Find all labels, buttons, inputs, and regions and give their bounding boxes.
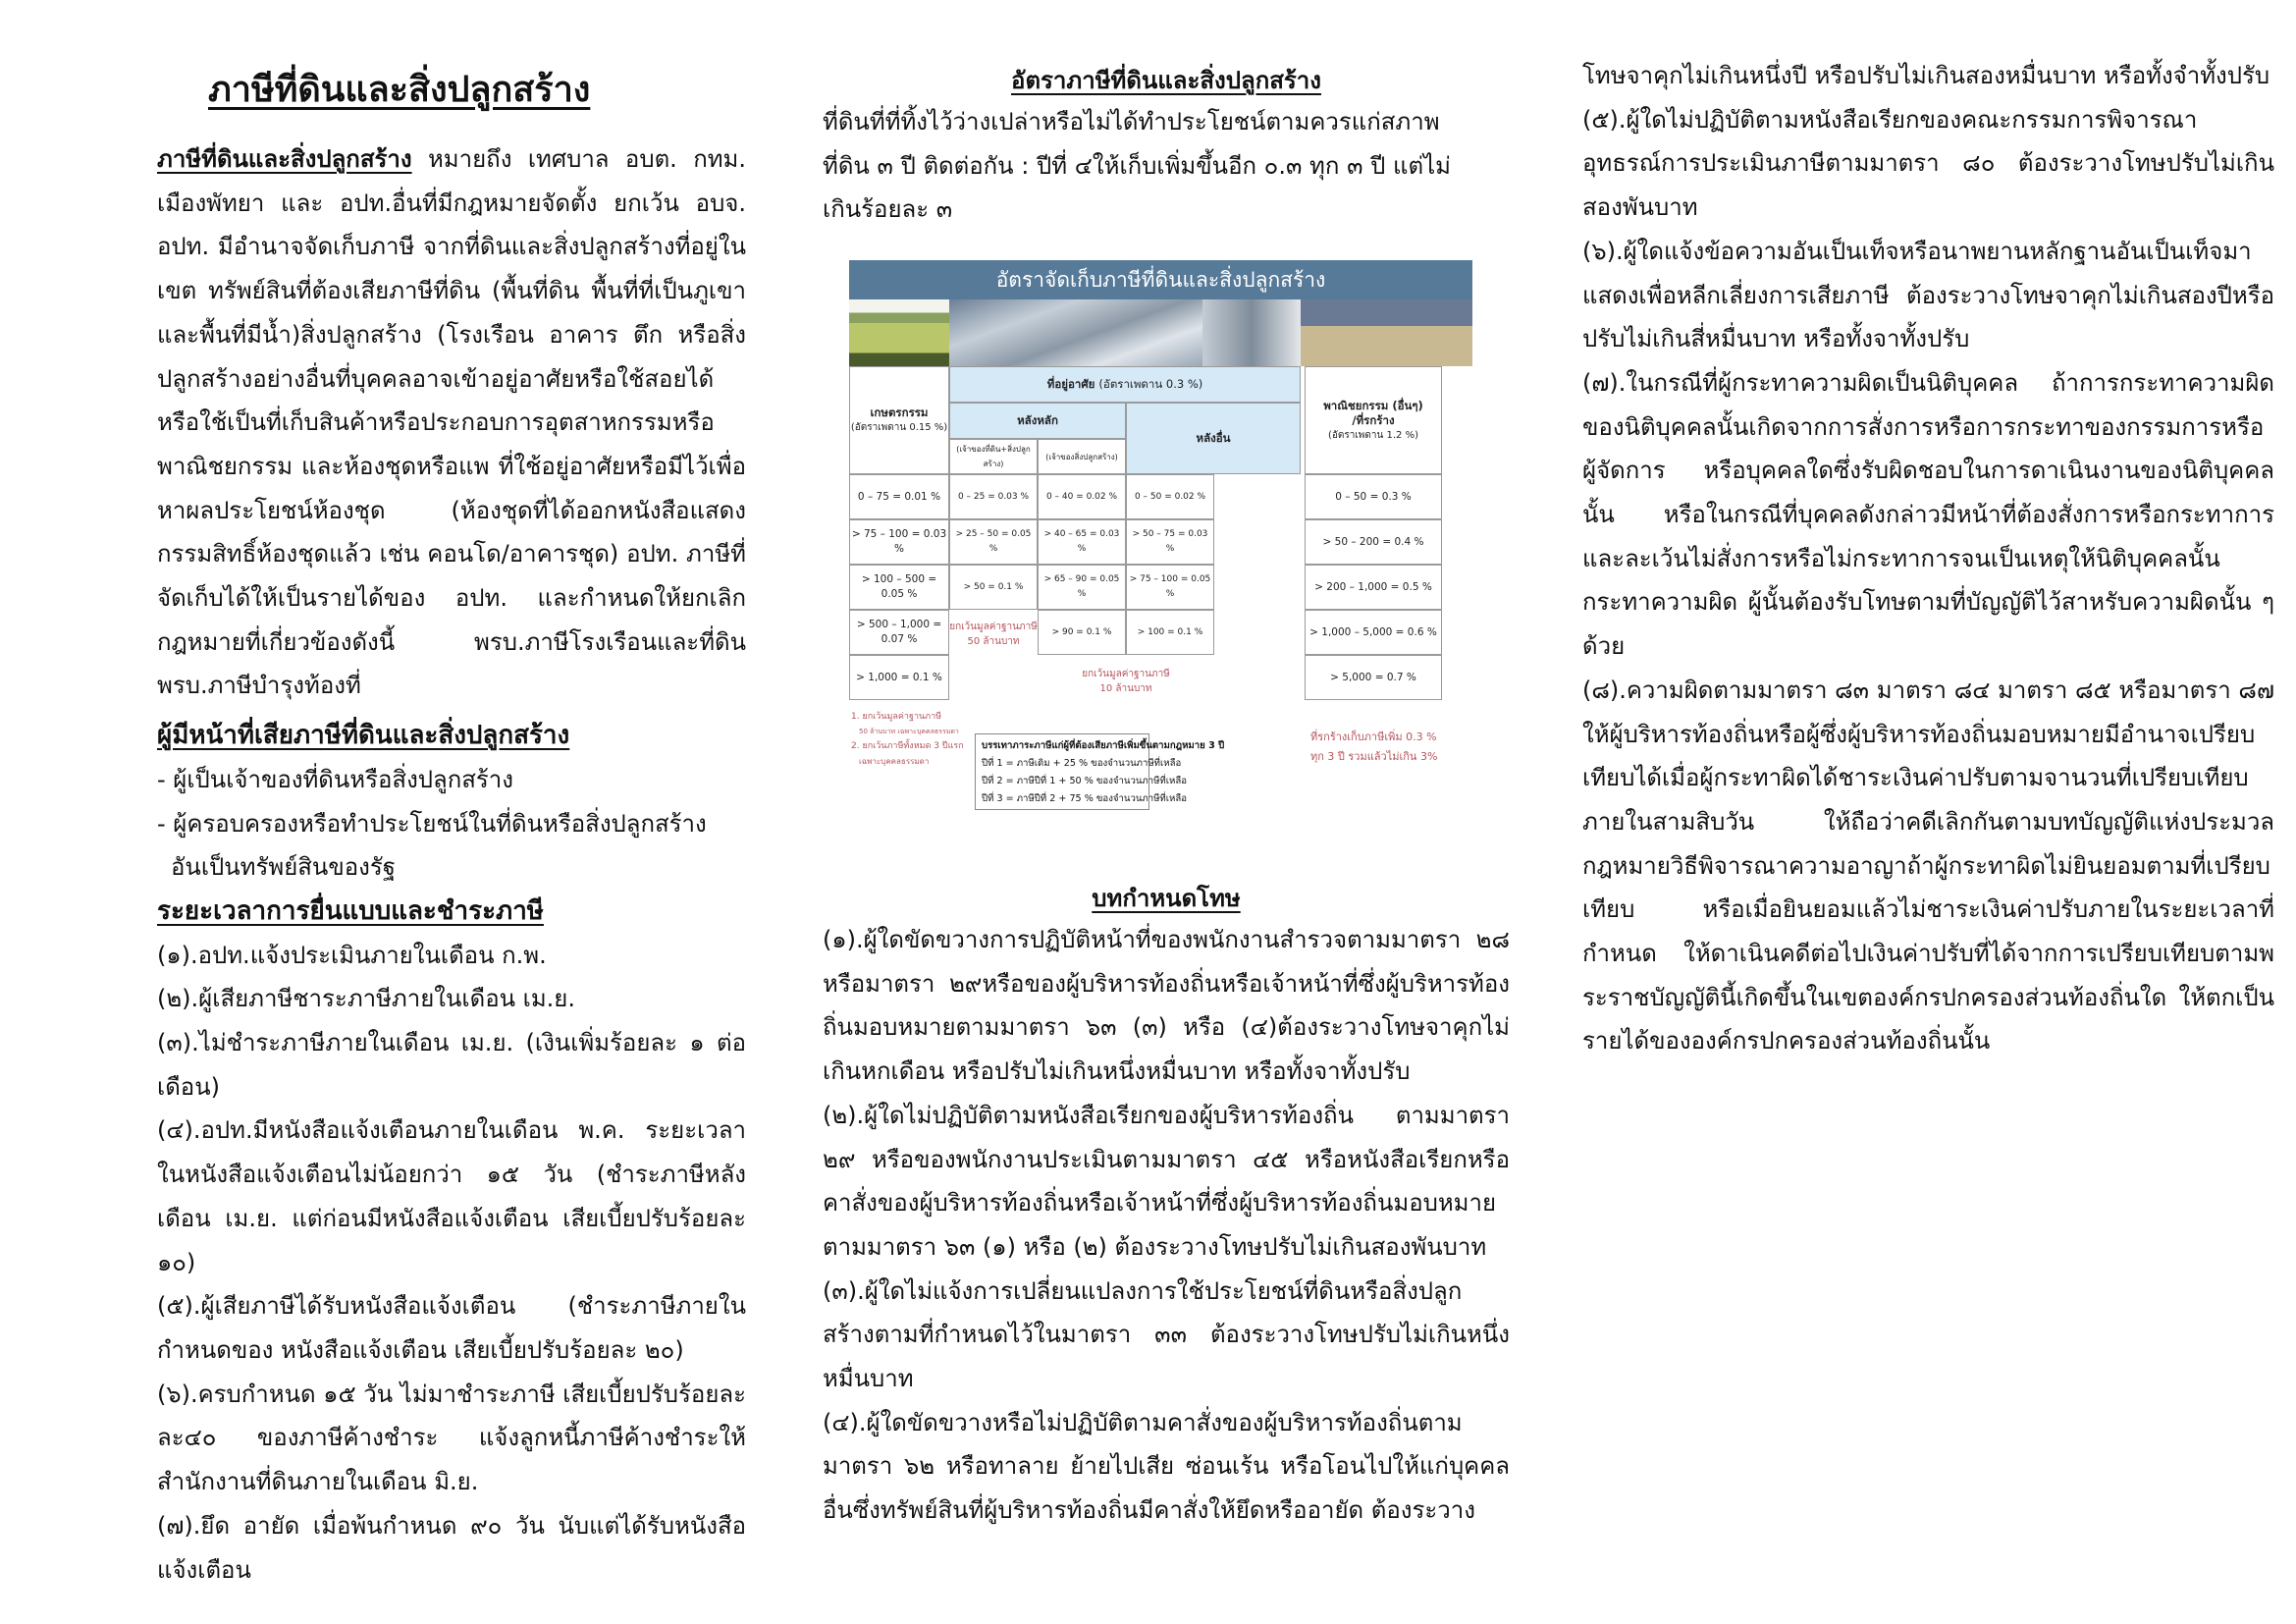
residential-photo — [949, 299, 1202, 366]
agri-header-label: เกษตรกรรม — [870, 406, 929, 419]
schedule-item: (๒).ผู้เสียภาษีชาระภาษีภายในเดือน เม.ย. — [157, 985, 575, 1013]
taxpayers-heading: ผู้มีหน้าที่เสียภาษีที่ดินและสิ่งปลูกสร้าง — [157, 721, 570, 751]
com-rate-cell: > 1,000 – 5,000 = 0.6 % — [1305, 610, 1442, 655]
note-line: เฉพาะบุคคลธรรมดา — [859, 757, 930, 766]
rate-text: ที่ดินที่ที่ทิ้งไว้ว่างเปล่าหรือไม่ได้ทำประโยชน์ตามควรแก่สภาพที่ดิน ๓ ปี ติดต่อกัน : ปีที่ ๔ให้เก็บเพิ่มขึ้นอีก ๐.๓ ทุก ๓ ปี แต่ไม่เกินร้อยละ ๓ — [823, 108, 1451, 224]
penalty-item: (๕).ผู้ใดไม่ปฏิบัติตามหนังสือเรียกของคณะกรรมการพิจารณาอุทธรณ์การประเมินภาษีตามมาตรา ๘๐ ต้องระวางโทษปรับไม่เกินสองพันบาท — [1582, 105, 2274, 222]
penalty-item: (๓).ผู้ใดไม่แจ้งการเปลี่ยนแปลงการใช้ประโยชน์ที่ดินหรือสิ่งปลูกสร้างตามที่กำหนดไว้ในมาตรา ๓๓ ต้องระวางโทษปรับไม่เกินหนึ่งหมื่นบาท — [823, 1276, 1510, 1393]
exempt-50m — [949, 610, 1038, 659]
relief-line: ปีที่ 3 = ภาษีปีที่ 2 + 75 % ของจำนวนภาษีที่เหลือ — [982, 793, 1187, 804]
note-line: 2. ยกเว้นภาษีทั้งหมด 3 ปีแรก — [851, 741, 964, 751]
agri-rate-cell: > 500 – 1,000 = 0.07 % — [849, 610, 949, 655]
res-other-rate-cell: > 100 = 0.1 % — [1126, 610, 1214, 655]
tax-relief-box — [975, 733, 1225, 810]
relief-line: ปีที่ 1 = ภาษีเดิม + 25 % ของจำนวนภาษีที่เหลือ — [982, 758, 1182, 769]
right-column — [1582, 54, 2274, 1063]
commercial-photo — [1301, 299, 1472, 366]
penalty-item: (๔).ผู้ใดขัดขวางหรือไม่ปฏิบัติตามคาสั่งของผู้บริหารท้องถิ่นตามมาตรา ๖๒ หรือทาลาย ย้ายไปเสีย ซ่อนเร้น หรือโอนไปให้แก่บุคคลอื่นซึ่งทรัพย์สินที่ผู้บริหารท้องถิ่นมีคาสั่งให้ยึดหรืออายัด ต้องระวาง — [823, 1408, 1510, 1525]
penalty-item: (๒).ผู้ใดไม่ปฏิบัติตามหนังสือเรียกของผู้บริหารท้องถิ่น ตามมาตรา ๒๙ หรือของพนักงานประเมินตามมาตรา ๔๕ หรือหนังสือเรียกหรือคาสั่งของผู้บริหารท้องถิ่นหรือเจ้าหน้าที่ซึ่งผู้บริหารท้องถิ่นมอบหมายตามมาตรา ๖๓ (๑) หรือ (๒) ต้องระวางโทษปรับไม่เกินสองพันบาท — [823, 1101, 1510, 1261]
document-title: ภาษีที่ดินและสิ่งปลูกสร้าง — [208, 70, 591, 110]
com-rate-cell: > 50 – 200 = 0.4 % — [1305, 519, 1442, 565]
penalties-section — [823, 879, 1510, 1533]
res-bldg-rate-cell: > 40 – 65 = 0.03 % — [1038, 519, 1126, 565]
schedule-item: (๓).ไม่ชำระภาษีภายในเดือน เม.ย. (เงินเพิ่มร้อยละ ๑ ต่อเดือน) — [157, 1029, 746, 1101]
agri-rate-cell: > 1,000 = 0.1 % — [849, 655, 949, 700]
owner-land-header: (เจ้าของที่ดิน+สิ่งปลูกสร้าง) — [949, 439, 1038, 474]
penalty-continued: โทษจาคุกไม่เกินหนึ่งปี หรือปรับไม่เกินสองหมื่นบาท หรือทั้งจำทั้งปรับ — [1582, 62, 2270, 89]
note-line: 50 ล้านบาท เฉพาะบุคคลธรรมดา — [859, 728, 959, 735]
com-header2-label: /ที่รกร้าง — [1352, 412, 1395, 427]
agri-header — [849, 366, 949, 474]
schedule-item: (๑).อปท.แจ้งประเมินภายในเดือน ก.พ. — [157, 941, 547, 969]
schedule-heading: ระยะเวลาการยื่นแบบและชำระภาษี — [157, 895, 544, 926]
res-cap-label: (อัตราเพดาน 0.3 %) — [1098, 377, 1203, 391]
note-line: 1. ยกเว้นมูลค่าฐานภาษี — [851, 712, 942, 722]
res-land-rate-cell: > 25 – 50 = 0.05 % — [949, 519, 1038, 565]
res-other-rate-cell: > 75 – 100 = 0.05 % — [1126, 565, 1214, 610]
schedule-item: (๔).อปท.มีหนังสือแจ้งเตือนภายในเดือน พ.ค. ระยะเวลาในหนังสือแจ้งเตือนไม่น้อยกว่า ๑๕ วัน (ชำระภาษีหลังเดือน เม.ย. แต่ก่อนมีหนังสือแจ้งเตือน เสียเบี้ยปรับร้อยละ ๑๐) — [157, 1116, 746, 1276]
owner-bldg-header: (เจ้าของสิ่งปลูกสร้าง) — [1038, 439, 1126, 474]
penalty-item: (๖).ผู้ใดแจ้งข้อความอันเป็นเท็จหรือนาพยานหลักฐานอันเป็นเท็จมาแสดงเพื่อหลีกเลี่ยงการเสียภาษี ต้องระวางโทษจาคุกไม่เกินสองปีหรือปรับไม่เกินสี่หมื่นบาท หรือทั้งจาทั้งปรับ — [1582, 237, 2274, 353]
res-other-rate-cell: 0 – 50 = 0.02 % — [1126, 474, 1214, 519]
exempt-50m-line1: ยกเว้นมูลค่าฐานภาษี — [949, 622, 1038, 632]
agri-rate-cell: 0 – 75 = 0.01 % — [849, 474, 949, 519]
main-house-header: หลังหลัก — [949, 403, 1126, 439]
exempt-10m — [1038, 659, 1214, 704]
res-other-rate-cell: > 50 – 75 = 0.03 % — [1126, 519, 1214, 565]
res-header-label: ที่อยู่อาศัย — [1046, 377, 1095, 391]
exempt-50m-line2: 50 ล้านบาท — [967, 636, 1020, 647]
com-cap-label: (อัตราเพดาน 1.2 %) — [1327, 429, 1418, 441]
tax-rate-infographic — [849, 260, 1472, 820]
taxpayer-item: อันเป็นทรัพย์สินของรัฐ — [171, 853, 396, 882]
relief-line: ปีที่ 2 = ภาษีปีที่ 1 + 50 % ของจำนวนภาษีที่เหลือ — [982, 776, 1187, 786]
left-column — [157, 137, 746, 1592]
residential-photo-2 — [1202, 299, 1301, 366]
agri-cap-label: (อัตราเพดาน 0.15 %) — [850, 422, 948, 433]
vacant-land-note — [1310, 728, 1437, 767]
residential-header — [949, 366, 1301, 403]
schedule-item: (๗).ยึด อายัด เมื่อพ้นกำหนด ๙๐ วัน นับแต่ได้รับหนังสือแจ้งเตือน — [157, 1511, 746, 1584]
penalty-heading: บทกำหนดโทษ — [1092, 885, 1241, 912]
intro-term: ภาษีที่ดินและสิ่งปลูกสร้าง — [157, 145, 412, 173]
res-bldg-rate-cell: 0 – 40 = 0.02 % — [1038, 474, 1126, 519]
com-rate-cell: > 5,000 = 0.7 % — [1305, 655, 1442, 700]
intro-paragraph — [157, 137, 746, 708]
res-land-rate-cell: 0 – 25 = 0.03 % — [949, 474, 1038, 519]
res-land-rate-cell: > 50 = 0.1 % — [949, 565, 1038, 610]
infographic-title: อัตราจัดเก็บภาษีที่ดินและสิ่งปลูกสร้าง — [849, 260, 1472, 299]
agri-rate-cell: > 100 – 500 = 0.05 % — [849, 565, 949, 610]
res-bldg-rate-cell: > 65 – 90 = 0.05 % — [1038, 565, 1126, 610]
relief-line: บรรเทาภาระภาษีแก่ผู้ที่ต้องเสียภาษีเพิ่มขึ้นตามกฎหมาย 3 ปี — [982, 740, 1225, 751]
schedule-item: (๖).ครบกำหนด ๑๕ วัน ไม่มาชำระภาษี เสียเบี้ยปรับร้อยละละ๔๐ ของภาษีค้างชำระ แจ้งลูกหนี้ภาษีค้างชำระให้สำนักงานที่ดินภายในเดือน มิ.ย. — [157, 1380, 746, 1496]
penalty-item: (๗).ในกรณีที่ผู้กระทาความผิดเป็นนิติบุคคล ถ้าการกระทาความผิดของนิติบุคคลนั้นเกิดจากการสั่งการหรือการกระทาของกรรมการหรือผู้จัดการ หรือบุคคลใดซึ่งรับผิดชอบในการดาเนินงานของนิติบุคคลนั้น หรือในกรณีที่บุคคลดังกล่าวมีหน้าที่ต้องสั่งการหรือกระทาการและละเว้นไม่สั่งการหรือไม่กระทาการจนเป็นเหตุให้นิติบุคคลนั้นกระทาความผิด ผู้นั้นต้องรับโทษตามที่บัญญัติไว้สาหรับความผิดนั้น ๆ ด้วย — [1582, 368, 2274, 661]
commercial-header — [1305, 366, 1442, 474]
com-header-label: พาณิชยกรรม (อื่นๆ) — [1323, 398, 1423, 412]
vacant-note-line: ที่รกร้างเก็บภาษีเพิ่ม 0.3 % — [1310, 731, 1437, 743]
exemption-notes — [851, 710, 964, 769]
farmland-photo — [849, 299, 949, 366]
other-house-header: หลังอื่น — [1126, 403, 1301, 474]
res-bldg-rate-cell: > 90 = 0.1 % — [1038, 610, 1126, 655]
taxpayer-item: - ผู้ครอบครองหรือทำประโยชน์ในที่ดินหรือสิ่งปลูกสร้าง — [157, 809, 707, 838]
middle-column — [823, 61, 1510, 232]
taxpayer-item: - ผู้เป็นเจ้าของที่ดินหรือสิ่งปลูกสร้าง — [157, 765, 513, 793]
penalty-item: (๑).ผู้ใดขัดขวางการปฏิบัติหน้าที่ของพนักงานสำรวจตามมาตรา ๒๘ หรือมาตรา ๒๙หรือของผู้บริหารท้องถิ่นหรือเจ้าหน้าที่ซึ่งผู้บริหารท้องถิ่นมอบหมายตามมาตรา ๖๓ (๓) หรือ (๔)ต้องระวางโทษจาคุกไม่เกินหกเดือน หรือปรับไม่เกินหนึ่งหมื่นบาท หรือทั้งจาทั้งปรับ — [823, 926, 1510, 1086]
rate-heading: อัตราภาษีที่ดินและสิ่งปลูกสร้าง — [1011, 67, 1321, 94]
penalty-item: (๘).ความผิดตามมาตรา ๘๓ มาตรา ๘๔ มาตรา ๘๕ หรือมาตรา ๘๗ ให้ผู้บริหารท้องถิ่นหรือผู้ซึ่งผู้บริหารท้องถิ่นมอบหมายมีอำนาจเปรียบเทียบได้เมื่อผู้กระทาผิดได้ชาระเงินค่าปรับตามจานวนที่เปรียบเทียบภายในสามสิบวัน ให้ถือว่าคดีเลิกกันตามบทบัญญัติแห่งประมวลกฎหมายวิธีพิจารณาความอาญาถ้าผู้กระทาผิดไม่ยินยอมตามที่เปรียบเทียบ หรือเมื่อยินยอมแล้วไม่ชาระเงินค่าปรับภายในระยะเวลาที่กำหนด ให้ดาเนินคดีต่อไปเงินค่าปรับที่ได้จากการเปรียบเทียบตามพระราชบัญญัตินี้เกิดขึ้นในเขตองค์กรปกครองส่วนท้องถิ่นใด ให้ตกเป็นรายได้ขององค์กรปกครองส่วนท้องถิ่นนั้น — [1582, 676, 2274, 1056]
com-rate-cell: > 200 – 1,000 = 0.5 % — [1305, 565, 1442, 610]
exempt-10m-line1: ยกเว้นมูลค่าฐานภาษี — [1082, 669, 1170, 679]
intro-text: หมายถึง เทศบาล อบต. กทม. เมืองพัทยา และ อปท.อื่นที่มีกฎหมายจัดตั้ง ยกเว้น อบจ. อปท. มีอำนาจจัดเก็บภาษี จากที่ดินและสิ่งปลูกสร้างที่อยู่ในเขต ทรัพย์สินที่ต้องเสียภาษีที่ดิน (พื้นที่ดิน พื้นที่ที่เป็นภูเขาและพื้นที่มีน้ำ)สิ่งปลูกสร้าง (โรงเรือน อาคาร ตึก หรือสิ่งปลูกสร้างอย่างอื่นที่บุคคลอาจเข้าอยู่อาศัยหรือใช้สอยได้ หรือใช้เป็นที่เก็บสินค้าหรือประกอบการอุตสาหกรรมหรือพาณิชยกรรม และห้องชุดหรือแพ ที่ใช้อยู่อาศัยหรือมีไว้เพื่อหาผลประโยชน์ห้องชุด (ห้องชุดที่ได้ออกหนังสือแสดงกรรมสิทธิ์ห้องชุดแล้ว เช่น คอนโด/อาคารชุด) อปท. ภาษีที่จัดเก็บได้ให้เป็นรายได้ของ อปท. และกำหนดให้ยกเลิกกฎหมายที่เกี่ยวข้องดังนี้ พรบ.ภาษีโรงเรือนและที่ดิน พรบ.ภาษีบำรุงท้องที่ — [157, 145, 746, 700]
agri-rate-cell: > 75 – 100 = 0.03 % — [849, 519, 949, 565]
vacant-note-line: ทุก 3 ปี รวมแล้วไม่เกิน 3% — [1310, 750, 1438, 763]
exempt-10m-line2: 10 ล้านบาท — [1099, 683, 1152, 694]
schedule-item: (๕).ผู้เสียภาษีได้รับหนังสือแจ้งเตือน (ชำระภาษีภายในกำหนดของ หนังสือแจ้งเตือน เสียเบี้ยปรับร้อยละ ๒๐) — [157, 1292, 746, 1364]
com-rate-cell: 0 – 50 = 0.3 % — [1305, 474, 1442, 519]
